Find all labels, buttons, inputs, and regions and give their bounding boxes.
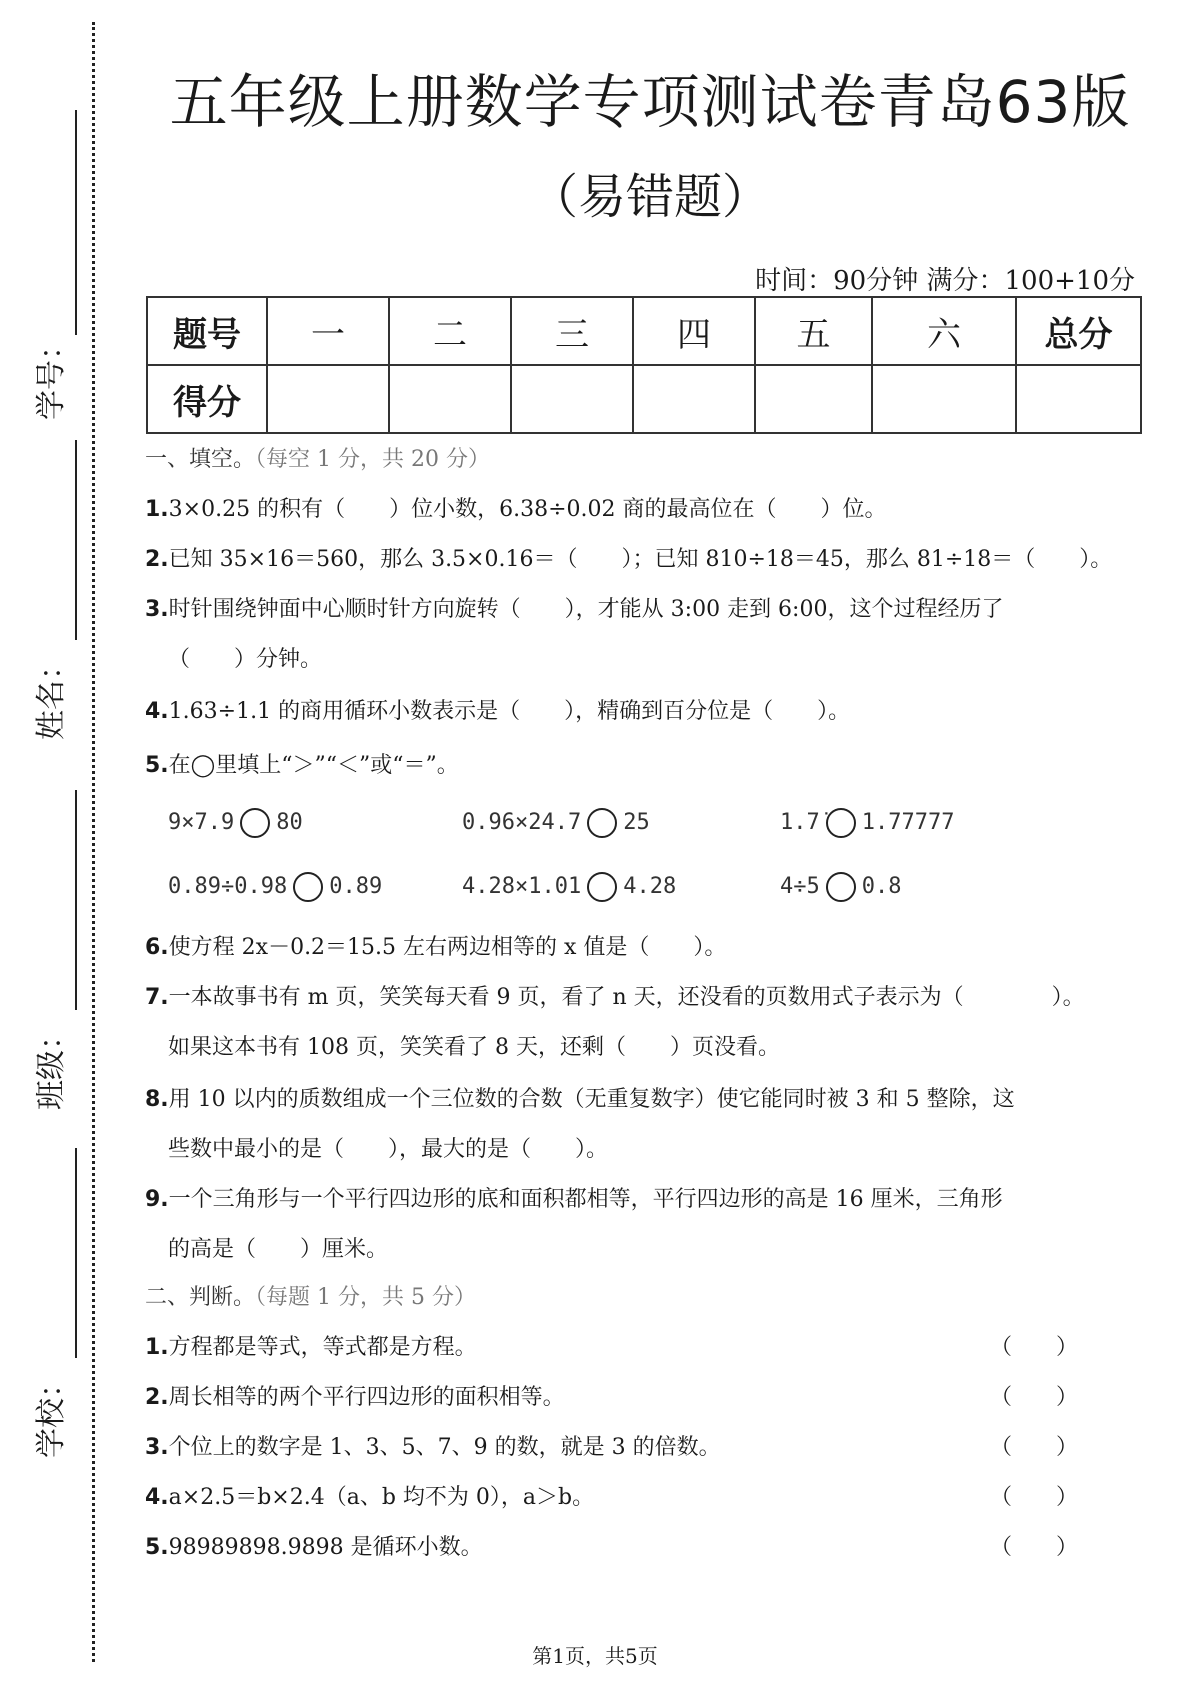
question-number: 1.	[145, 497, 169, 522]
score-header-cell: 五	[755, 297, 872, 365]
question-text: 些数中最小的是（ ），最大的是（ ）。	[168, 1137, 609, 1162]
question-number: 2.	[145, 547, 169, 572]
answer-circle[interactable]	[240, 808, 270, 838]
answer-circle[interactable]	[826, 808, 856, 838]
question-number: 5.	[145, 1535, 169, 1560]
score-header-cell: 四	[633, 297, 755, 365]
judge-answer-blank[interactable]: （ ）	[990, 1335, 1079, 1360]
score-cell[interactable]	[872, 365, 1016, 433]
question-number: 5.	[145, 753, 169, 778]
score-cell[interactable]	[1016, 365, 1141, 433]
banji-line[interactable]	[75, 790, 77, 1010]
section1-title: 一、填空。	[145, 447, 256, 472]
compare-item	[462, 808, 650, 838]
score-header-cell: 一	[267, 297, 389, 365]
xuehao-line[interactable]	[75, 110, 77, 335]
question-number: 8.	[145, 1087, 169, 1112]
question-text: 如果这本书有 108 页，笑笑看了 8 天，还剩（ ）页没看。	[168, 1035, 780, 1060]
question-text: 已知 35×16＝560，那么 3.5×0.16＝（ ）；已知 810÷18＝45，那么 81÷18＝（ ）。	[168, 547, 1113, 572]
compare-item	[780, 808, 954, 838]
banji-label: 班级：	[34, 1020, 69, 1110]
compare-left: 4.28×1.01	[462, 874, 582, 899]
score-table-header-row	[147, 297, 1141, 365]
fill-question-cont	[168, 1132, 608, 1163]
question-text: 方程都是等式，等式都是方程。	[168, 1335, 477, 1360]
compare-left: 0.96×24.7	[462, 810, 582, 835]
section1-heading	[145, 442, 490, 473]
section2-heading	[145, 1280, 476, 1311]
question-text: 在◯里填上“＞”“＜”或“＝”。	[168, 753, 459, 778]
question-text: 的高是（ ）厘米。	[168, 1237, 389, 1262]
judge-question	[145, 1380, 565, 1411]
fill-question	[145, 1082, 1015, 1113]
fill-question	[145, 694, 850, 725]
fill-question-cont	[168, 1232, 388, 1263]
score-header-cell: 题号	[147, 297, 267, 365]
question-text: 时针围绕钟面中心顺时针方向旋转（ ），才能从 3:00 走到 6:00，这个过程经历了	[168, 597, 1004, 622]
compare-right: 25	[623, 810, 650, 835]
compare-right: 0.89	[329, 874, 383, 899]
binding-dotted-line	[92, 22, 95, 1662]
question-number: 1.	[145, 1335, 169, 1360]
compare-left: 9×7.9	[168, 810, 235, 835]
compare-left: 1.7̇	[780, 810, 820, 835]
section2-note: （每题 1 分，共 5 分）	[255, 1285, 476, 1310]
compare-right: 0.8	[861, 874, 902, 899]
compare-item	[168, 808, 303, 838]
question-text: 用 10 以内的质数组成一个三位数的合数（无重复数字）使它能同时被 3 和 5 整除，这	[168, 1087, 1015, 1112]
judge-answer-blank[interactable]: （ ）	[990, 1385, 1079, 1410]
page-subtitle: （易错题）	[529, 169, 770, 225]
score-cell[interactable]	[755, 365, 872, 433]
judge-question	[145, 1530, 483, 1561]
compare-item	[462, 872, 676, 902]
judge-answer-blank[interactable]: （ ）	[990, 1485, 1079, 1510]
fill-question-cont	[168, 1030, 780, 1061]
fill-question	[145, 930, 726, 961]
page-footer: 第1页，共5页	[532, 1644, 658, 1668]
question-number: 7.	[145, 985, 169, 1010]
fill-question	[145, 542, 1112, 573]
xingming-label: 姓名：	[34, 650, 69, 740]
score-cell[interactable]	[267, 365, 389, 433]
xuehao-label: 学号：	[34, 330, 69, 420]
question-text: 3×0.25 的积有（ ）位小数，6.38÷0.02 商的最高位在（ ）位。	[168, 497, 887, 522]
question-text: 周长相等的两个平行四边形的面积相等。	[168, 1385, 565, 1410]
compare-item	[780, 872, 902, 902]
score-table	[146, 296, 1142, 434]
fill-question	[145, 1182, 1003, 1213]
xuexiao-line[interactable]	[75, 1148, 77, 1358]
question-number: 9.	[145, 1187, 169, 1212]
answer-circle[interactable]	[587, 872, 617, 902]
fill-question	[145, 748, 459, 779]
answer-circle[interactable]	[826, 872, 856, 902]
xuexiao-label: 学校：	[34, 1368, 69, 1458]
judge-answer-blank[interactable]: （ ）	[990, 1535, 1079, 1560]
question-text: 一本故事书有 m 页，笑笑每天看 9 页，看了 n 天，还没看的页数用式子表示为（ ）。	[168, 985, 1085, 1010]
score-cell[interactable]	[633, 365, 755, 433]
answer-circle[interactable]	[587, 808, 617, 838]
fill-question-cont	[168, 642, 322, 673]
compare-right: 80	[276, 810, 303, 835]
compare-left: 0.89÷0.98	[168, 874, 288, 899]
question-number: 4.	[145, 699, 169, 724]
score-header-cell: 三	[511, 297, 633, 365]
question-number: 4.	[145, 1485, 169, 1510]
score-cell[interactable]	[389, 365, 511, 433]
judge-question	[145, 1430, 721, 1461]
page-title: 五年级上册数学专项测试卷青岛63版	[169, 68, 1131, 136]
xingming-line[interactable]	[75, 440, 77, 640]
fill-question	[145, 492, 886, 523]
question-text: a×2.5＝b×2.4（a、b 均不为 0），a＞b。	[168, 1485, 595, 1510]
fill-question	[145, 980, 1085, 1011]
score-row-label: 得分	[147, 365, 267, 433]
question-text: 一个三角形与一个平行四边形的底和面积都相等，平行四边形的高是 16 厘米，三角形	[168, 1187, 1003, 1212]
section2-title: 二、判断。	[145, 1285, 256, 1310]
score-table-score-row	[147, 365, 1141, 433]
score-cell[interactable]	[511, 365, 633, 433]
compare-right: 1.77777	[861, 810, 955, 835]
question-number: 2.	[145, 1385, 169, 1410]
question-text: 使方程 2x－0.2＝15.5 左右两边相等的 x 值是（ ）。	[168, 935, 727, 960]
compare-right: 4.28	[623, 874, 677, 899]
question-text: （ ）分钟。	[168, 647, 323, 672]
judge-question	[145, 1330, 477, 1361]
question-number: 3.	[145, 597, 169, 622]
question-text: 98989898.9898 是循环小数。	[168, 1535, 483, 1560]
fill-question	[145, 592, 1003, 623]
section1-note: （每空 1 分，共 20 分）	[255, 447, 490, 472]
question-number: 3.	[145, 1435, 169, 1460]
score-header-cell: 总分	[1016, 297, 1141, 365]
compare-item	[168, 872, 382, 902]
question-text: 个位上的数字是 1、3、5、7、9 的数，就是 3 的倍数。	[168, 1435, 721, 1460]
question-text: 1.63÷1.1 的商用循环小数表示是（ ），精确到百分位是（ ）。	[168, 699, 851, 724]
judge-answer-blank[interactable]: （ ）	[990, 1435, 1079, 1460]
compare-left: 4÷5	[780, 874, 820, 899]
judge-question	[145, 1480, 594, 1511]
time-score-info: 时间：90分钟 满分：100+10分	[755, 266, 1135, 296]
score-header-cell: 六	[872, 297, 1016, 365]
answer-circle[interactable]	[293, 872, 323, 902]
score-header-cell: 二	[389, 297, 511, 365]
question-number: 6.	[145, 935, 169, 960]
